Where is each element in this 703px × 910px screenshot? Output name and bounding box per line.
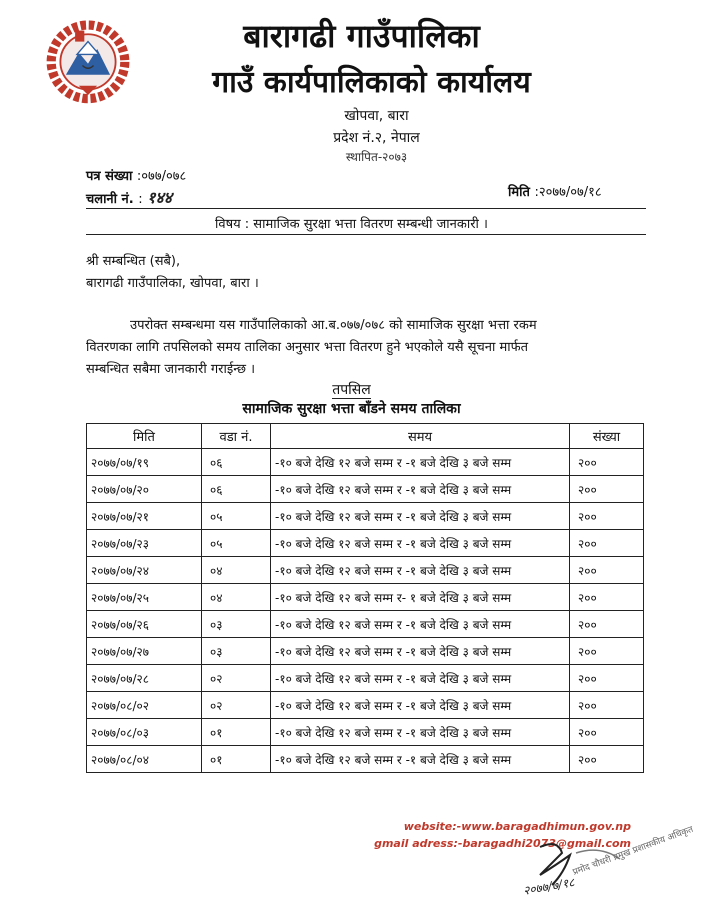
patra-label: पत्र संख्या [86,169,133,184]
cell-ward: ०३ [202,638,271,665]
cell-time: -१० बजे देखि १२ बजे सम्म र -१ बजे देखि ३ बजे सम्म [271,665,570,692]
cell-date: २०७७/०८/०२ [87,692,202,719]
cell-ward: ०६ [202,449,271,476]
cell-count: २०० [570,584,644,611]
table-row [87,665,644,692]
cell-ward: ०१ [202,719,271,746]
chalani-label: चलानी नं. [86,192,134,207]
cell-time: -१० बजे देखि १२ बजे सम्म र -१ बजे देखि ३ बजे सम्म [271,530,570,557]
cell-count: २०० [570,449,644,476]
cell-date: २०७७/०८/०३ [87,719,202,746]
body-line2: वितरणका लागि तपसिलको समय तालिका अनुसार भत्ता वितरण हुने भएकोले यसै सूचना मार्फत [86,340,529,355]
table-row [87,476,644,503]
stamp-text: प्रमोद चौधरी प्रमुख प्रशासकीय अधिकृत [571,824,695,878]
header-date: मिति [87,424,202,449]
cell-ward: ०२ [202,692,271,719]
body-line1: उपरोक्त सम्बन्धमा यस गाउँपालिकाको आ.ब.०७७/०७८ को सामाजिक सुरक्षा भत्ता रकम [130,318,537,333]
cell-count: २०० [570,503,644,530]
date-label: मिति [508,185,530,200]
header-count: संख्या [570,424,644,449]
cell-time: -१० बजे देखि १२ बजे सम्म र -१ बजे देखि ३ बजे सम्म [271,611,570,638]
cell-count: २०० [570,638,644,665]
cell-date: २०७७/०७/२७ [87,638,202,665]
chalani-number [86,186,172,208]
cell-ward: ०३ [202,611,271,638]
body-line3: सम्बन्धित सबैमा जानकारी गराईन्छ । [86,362,256,377]
table-row [87,638,644,665]
table-header-row [87,424,644,449]
date-value: :२०७७/०७/१८ [534,185,602,200]
cell-ward: ०४ [202,557,271,584]
address-line2: प्रदेश नं.२, नेपाल [333,130,420,146]
chalani-value: : [138,192,143,207]
cell-time: -१० बजे देखि १२ बजे सम्म र -१ बजे देखि ३ बजे सम्म [271,638,570,665]
table-row [87,719,644,746]
table-row [87,692,644,719]
cell-ward: ०६ [202,476,271,503]
office-title-line2: गाउँ कार्यपालिकाको कार्यालय [212,65,531,100]
tapasil-heading: तपसिल [332,382,371,398]
cell-time: -१० बजे देखि १२ बजे सम्म र -१ बजे देखि ३ बजे सम्म [271,746,570,773]
cell-date: २०७७/०७/२३ [87,530,202,557]
divider-top [86,208,646,209]
cell-date: २०७७/०७/२६ [87,611,202,638]
table-row [87,746,644,773]
cell-ward: ०१ [202,746,271,773]
cell-ward: ०५ [202,530,271,557]
gmail-address[interactable]: gmail adress:-baragadhi2073@gmail.com [374,837,631,850]
table-row [87,449,644,476]
cell-count: २०० [570,746,644,773]
cell-count: २०० [570,665,644,692]
table-row [87,557,644,584]
table-row [87,530,644,557]
cell-date: २०७७/०७/१९ [87,449,202,476]
cell-time: -१० बजे देखि १२ बजे सम्म र -१ बजे देखि ३ बजे सम्म [271,557,570,584]
header-ward: वडा नं. [202,424,271,449]
cell-count: २०० [570,476,644,503]
cell-count: २०० [570,719,644,746]
cell-date: २०७७/०७/२८ [87,665,202,692]
addressee-line2: बारागढी गाउँपालिका, खोपवा, बारा । [86,276,259,291]
header-time: समय [271,424,570,449]
patra-value: :०७७/०७८ [136,169,187,184]
cell-time: -१० बजे देखि १२ बजे सम्म र -१ बजे देखि ३ बजे सम्म [271,476,570,503]
patra-sankhya [86,166,186,184]
table-title: सामाजिक सुरक्षा भत्ता बाँडने समय तालिका [242,401,461,417]
table-row [87,584,644,611]
signature-date: २०७७/७/१८ [522,875,576,898]
cell-ward: ०४ [202,584,271,611]
cell-time: -१० बजे देखि १२ बजे सम्म र -१ बजे देखि ३ बजे सम्म [271,503,570,530]
cell-time: -१० बजे देखि १२ बजे सम्म र -१ बजे देखि ३ बजे सम्म [271,719,570,746]
letter-date [508,182,602,200]
divider-bottom [86,234,646,235]
chalani-handwritten: १४४ [147,188,173,207]
website-link[interactable]: website:-www.baragadhimun.gov.np [403,820,631,833]
cell-count: २०० [570,530,644,557]
subject-line: विषय : सामाजिक सुरक्षा भत्ता वितरण सम्बन्धी जानकारी । [215,217,488,232]
cell-date: २०७७/०८/०४ [87,746,202,773]
cell-count: २०० [570,611,644,638]
established-line: स्थापित-२०७३ [345,150,408,164]
cell-date: २०७७/०७/२४ [87,557,202,584]
address-line1: खोपवा, बारा [344,108,409,124]
cell-ward: ०५ [202,503,271,530]
cell-date: २०७७/०७/२० [87,476,202,503]
cell-time: -१० बजे देखि १२ बजे सम्म र -१ बजे देखि ३ बजे सम्म [271,692,570,719]
cell-date: २०७७/०७/२५ [87,584,202,611]
schedule-table [86,423,644,773]
addressee-line1: श्री सम्बन्धित (सबै), [86,254,181,269]
table-row [87,611,644,638]
table-row [87,503,644,530]
handwritten-signature-icon [510,824,695,905]
cell-count: २०० [570,692,644,719]
office-title-line1: बारागढी गाउँपालिका [243,17,480,55]
cell-count: २०० [570,557,644,584]
cell-time: -१० बजे देखि १२ बजे सम्म र- १ बजे देखि ३ बजे सम्म [271,584,570,611]
cell-time: -१० बजे देखि १२ बजे सम्म र -१ बजे देखि ३ बजे सम्म [271,449,570,476]
cell-date: २०७७/०७/२१ [87,503,202,530]
cell-ward: ०२ [202,665,271,692]
